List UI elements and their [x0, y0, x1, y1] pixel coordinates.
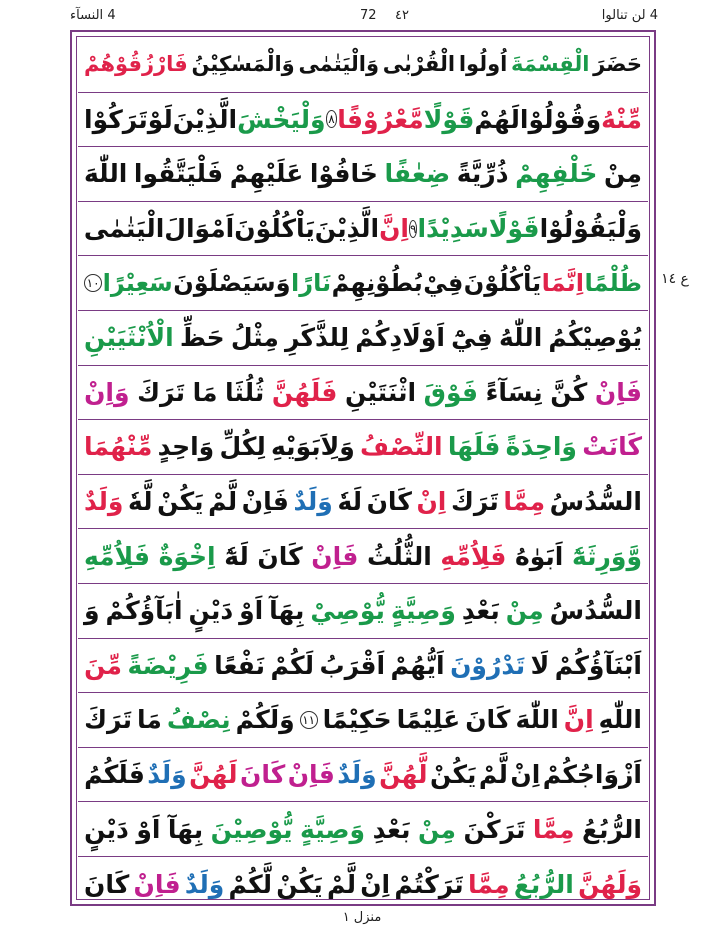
word: يُّوْصِيْنَ: [210, 814, 293, 844]
word: لِلذَّكَرِ: [284, 323, 350, 353]
word: تَرَكَ: [84, 705, 132, 735]
word: لَّمْ: [478, 760, 508, 790]
word: اللّٰهَ: [84, 159, 128, 189]
word: بِهَآ: [269, 596, 305, 626]
text-line: [78, 256, 648, 311]
word: فَلِاُمِّهِ: [440, 541, 507, 571]
word: اللّٰهِ: [598, 705, 642, 735]
word: قَوْلًا: [423, 104, 475, 134]
word: لَّمْ: [326, 869, 356, 899]
word: بَعْدِ: [372, 814, 411, 844]
word: وَلَدٌ: [337, 760, 377, 790]
word: يَكُنْ: [430, 760, 477, 790]
word: وَلْيَقُوْلُوْا: [539, 214, 642, 244]
word: السُّدُسُ: [549, 487, 642, 517]
text-lines: [78, 38, 648, 898]
word: مِثْلُ: [230, 323, 279, 353]
word: قَوْلًا: [488, 214, 540, 244]
word: الَّذِيْنَ: [314, 214, 380, 244]
ayah-number-marker: ١١: [300, 711, 318, 729]
word: فَلِاُمِّهِ: [84, 541, 151, 571]
word: اَوْ: [136, 814, 161, 844]
word: وَلَكُمْ: [235, 705, 295, 735]
word: فَاِنْ: [241, 487, 289, 517]
word: دَيْنٍ: [188, 596, 234, 626]
ayah-number-marker: ٩: [410, 221, 417, 236]
word: مَا: [192, 377, 218, 407]
word: وَلَدٌ: [84, 487, 124, 517]
word: وَلَهُنَّ: [578, 869, 642, 899]
word: كَانَ: [84, 869, 130, 899]
word: فَلْيَتَّقُوا: [133, 159, 224, 189]
word: لِكُلِّ: [219, 432, 266, 462]
word: يَكُنْ: [157, 487, 204, 517]
word: نِسَآءً: [485, 377, 543, 407]
word: سَعِيْرًا: [102, 269, 173, 298]
word: تَرَكَ: [450, 487, 499, 517]
word: الْقُرْبٰى: [382, 52, 456, 77]
word: لَهُمْ: [474, 104, 520, 134]
word: وَ: [84, 596, 100, 626]
word: الرُّبُعُ: [513, 869, 574, 899]
word: لَهٗ: [337, 487, 362, 517]
word: مِمَّا: [532, 814, 575, 844]
word: اِنَّمَا: [541, 269, 584, 298]
word: وَلَدٌ: [293, 487, 333, 517]
word: كَانَ: [257, 541, 303, 571]
word: اَقْرَبُ: [319, 650, 386, 680]
word: اِنْ: [416, 487, 447, 517]
page-frame: [70, 30, 656, 906]
ayah-number-marker: ١٠: [84, 274, 102, 292]
word: وَصِيَّةٍ: [390, 596, 456, 626]
word: كُنَّ: [550, 377, 588, 407]
text-line: [78, 366, 648, 421]
word: وَقُوْلُوْا: [519, 104, 602, 134]
word: فَاِنْ: [133, 869, 181, 899]
word: وَصِيَّةٍ: [300, 814, 366, 844]
word: اِخْوَةٌ: [158, 541, 216, 571]
word: بُطُوْنِهِمْ: [331, 269, 423, 298]
word: تَرَكْتُمْ: [394, 869, 464, 899]
word: اَمْوَالَ: [164, 214, 235, 244]
word: اِنَّ: [563, 705, 594, 735]
word: فَارْزُقُوْهُمْ: [84, 52, 188, 77]
word: وَلِاَبَوَيْهِ: [271, 432, 355, 462]
word: فَوْقَ: [423, 377, 479, 407]
word: وَسَيَصْلَوْنَ: [173, 269, 291, 298]
word: لَّمْ: [208, 487, 238, 517]
word: وَاِنْ: [84, 377, 130, 407]
page-number: 72: [360, 8, 377, 23]
word: مِّنْهُمَا: [84, 432, 153, 462]
word: الثُّلُثُ: [366, 541, 432, 571]
word: خَافُوْا: [309, 159, 378, 189]
word: اثْنَتَيْنِ: [344, 377, 417, 407]
word: اللّٰهُ: [498, 323, 543, 353]
word: النِّصْفُ: [360, 432, 443, 462]
word: ذُرِّيَّةً: [456, 159, 509, 189]
word: اِنَّ: [379, 214, 409, 244]
word: كَانَ: [465, 705, 511, 735]
word: الرُّبُعُ: [582, 814, 642, 844]
word: اَزْوَاجُكُمْ: [542, 760, 642, 790]
word: الَّذِيْنَ: [172, 104, 238, 134]
word: يَاْكُلُوْنَ: [234, 214, 315, 244]
word: مِمَّا: [503, 487, 546, 517]
text-line: [78, 639, 648, 694]
word: لَهُنَّ: [189, 760, 238, 790]
word: اَبْنَآؤُكُمْ: [554, 650, 642, 680]
word: وَالْيَتٰمٰى: [298, 52, 380, 77]
word: حَكِيْمًا: [322, 705, 392, 735]
word: فَرِيْضَةً: [127, 650, 209, 680]
word: لَهٗٓ: [224, 541, 249, 571]
juz-title: 4 لن تنالوا: [601, 8, 658, 23]
text-line: [78, 147, 648, 202]
word: ثُلُثَا: [225, 377, 265, 407]
word: عَلَيْهِمْ: [229, 159, 304, 189]
word: وَلْيَخْشَ: [237, 104, 326, 134]
word: نِصْفُ: [166, 705, 231, 735]
word: مِّنَ: [84, 650, 123, 680]
word: بِهَآ: [167, 814, 204, 844]
word: حَظِّ: [179, 323, 225, 353]
word: تَرَكْنَ: [463, 814, 526, 844]
word: عَلِيْمًا: [396, 705, 461, 735]
word: السُّدُسُ: [549, 596, 642, 626]
word: يَكُنْ: [276, 869, 323, 899]
word: الْيَتٰمٰى: [83, 214, 165, 244]
text-line: [78, 420, 648, 475]
word: يَاْكُلُوْنَ: [463, 269, 542, 298]
word: اَبَوٰهُ: [514, 541, 564, 571]
text-line: [78, 802, 648, 857]
word: الْاُنْثَيَيْنِ: [84, 323, 174, 353]
word: مَّعْرُوْفًا: [337, 104, 424, 134]
word: ظُلْمًا: [584, 269, 642, 298]
surah-title: 4 النسآء: [70, 8, 116, 23]
word: لَا: [530, 650, 550, 680]
word: اُولُوا: [458, 52, 508, 77]
word: اللّٰهَ: [515, 705, 559, 735]
word: لَّكُمْ: [228, 869, 273, 899]
word: لَكُمْ: [270, 650, 314, 680]
word: وَالْمَسٰكِيْنُ: [191, 52, 295, 77]
word: كَانَ: [239, 760, 286, 790]
word: بَعْدِ: [461, 596, 500, 626]
word: ضِعٰفًا: [384, 159, 451, 189]
ruku-margin-marker: ع ١٤: [661, 271, 689, 287]
text-line: [78, 857, 648, 912]
page-header: [70, 8, 658, 30]
word: وَلَدٌ: [184, 869, 225, 899]
word: وَلَدٌ: [147, 760, 187, 790]
word: مِنْ: [505, 596, 544, 626]
word: وَاحِدٍ: [157, 432, 215, 462]
word: مَا: [136, 705, 162, 735]
word: دَيْنٍ: [84, 814, 129, 844]
word: كَانَتْ: [582, 432, 642, 462]
text-line: [78, 584, 648, 639]
word: كَانَ: [366, 487, 412, 517]
word: فِيْ: [423, 269, 464, 298]
word: خَلْفِهِمْ: [515, 159, 598, 189]
ruku-number: ٤٢: [395, 8, 409, 23]
text-line: [78, 693, 648, 748]
word: تَدْرُوْنَ: [450, 650, 526, 680]
word: فَاِنْ: [594, 377, 642, 407]
word: يُّوْصِيْ: [310, 596, 385, 626]
word: لَوْ: [147, 104, 173, 134]
text-line: [78, 38, 648, 93]
word: سَدِيْدًا: [417, 214, 489, 244]
ayah-number-marker: ٨: [326, 110, 338, 128]
word: مِّنْهُ: [601, 104, 642, 134]
word: وَّوَرِثَهٗٓ: [571, 541, 642, 571]
word: اٰبَآؤُكُمْ: [105, 596, 183, 626]
word: اَوْلَادِكُمْ: [355, 323, 445, 353]
word: فَاِنْ: [311, 541, 359, 571]
word: يُوْصِيْكُمُ: [548, 323, 642, 353]
word: فِيْٓ: [451, 323, 493, 353]
word: مِنْ: [418, 814, 456, 844]
manzil-footer: منزل ١: [342, 910, 382, 925]
word: فَلَهُنَّ: [271, 377, 338, 407]
word: تَرَكَ: [137, 377, 185, 407]
word: اَيُّهُمْ: [390, 650, 445, 680]
word: الْقِسْمَةَ: [511, 52, 590, 77]
text-line: [78, 529, 648, 584]
word: مِمَّا: [467, 869, 510, 899]
word: فَاِنْ: [287, 760, 335, 790]
word: تَرَكُوْا: [84, 104, 148, 134]
word: فَلَكُمُ: [84, 760, 145, 790]
word: اِنْ: [510, 760, 541, 790]
word: نَفْعًا: [214, 650, 265, 680]
word: لَّهُنَّ: [379, 760, 428, 790]
word: وَاحِدَةً: [505, 432, 577, 462]
word: مِنْ: [604, 159, 642, 189]
word: فَلَهَا: [447, 432, 501, 462]
text-line: [78, 202, 648, 257]
text-line: [78, 748, 648, 803]
word: حَضَرَ: [593, 52, 642, 77]
text-line: [78, 475, 648, 530]
text-line: [78, 311, 648, 366]
word: لَّهٗ: [127, 487, 153, 517]
text-line: [78, 93, 648, 148]
word: نَارًا: [291, 269, 332, 298]
word: اِنْ: [360, 869, 391, 899]
word: اَوْ: [239, 596, 264, 626]
